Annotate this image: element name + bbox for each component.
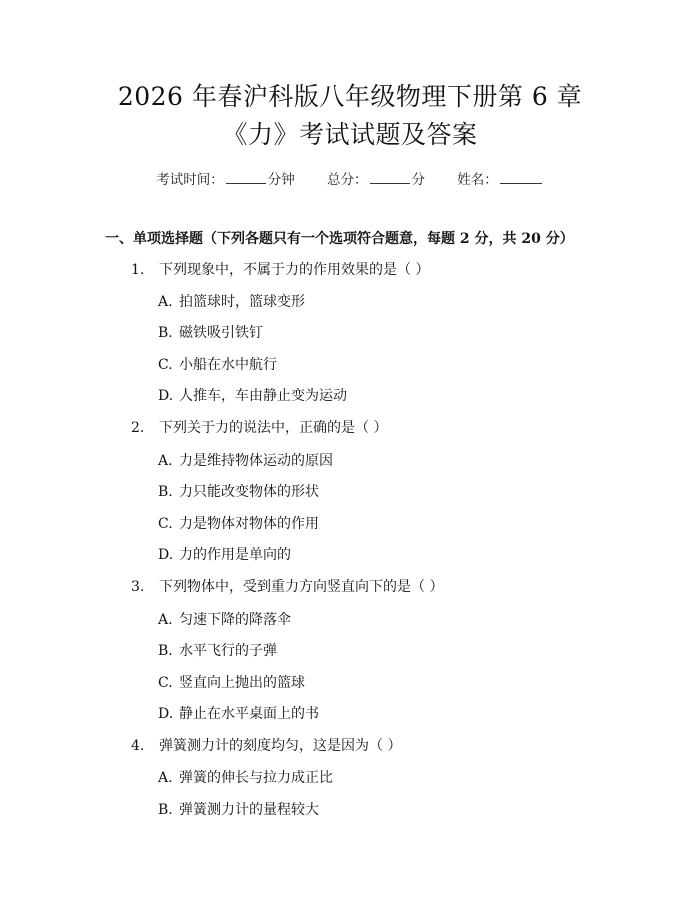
option-key: C. bbox=[158, 516, 173, 532]
option-text: 力的作用是单向的 bbox=[179, 547, 291, 563]
exam-time-field bbox=[156, 169, 295, 189]
option-key: D. bbox=[158, 388, 174, 404]
exam-time-label: 考试时间： bbox=[156, 172, 224, 188]
exam-time-blank[interactable] bbox=[226, 169, 266, 184]
option-text: 弹簧的伸长与拉力成正比 bbox=[179, 770, 333, 786]
option-key: A. bbox=[158, 453, 173, 469]
option-key: B. bbox=[158, 643, 173, 659]
option-2d[interactable] bbox=[158, 545, 291, 565]
option-text: 弹簧测力计的量程较大 bbox=[179, 802, 319, 818]
option-1c[interactable] bbox=[158, 355, 277, 375]
total-score-blank[interactable] bbox=[370, 169, 410, 184]
option-key: C. bbox=[158, 357, 173, 373]
question-number: 1. bbox=[131, 262, 145, 278]
option-key: D. bbox=[158, 706, 174, 722]
name-field bbox=[457, 169, 544, 189]
option-1a[interactable] bbox=[158, 292, 305, 312]
option-4b[interactable] bbox=[158, 800, 319, 820]
option-key: B. bbox=[158, 325, 173, 341]
option-4a[interactable] bbox=[158, 768, 333, 788]
option-3b[interactable] bbox=[158, 641, 277, 661]
option-text: 力是维持物体运动的原因 bbox=[179, 453, 333, 469]
total-score-field bbox=[327, 169, 425, 189]
option-2a[interactable] bbox=[158, 451, 333, 471]
question-2 bbox=[131, 418, 387, 438]
option-text: 人推车，车由静止变为运动 bbox=[179, 388, 347, 404]
option-text: 竖直向上抛出的篮球 bbox=[179, 675, 305, 691]
option-text: 拍篮球时，篮球变形 bbox=[179, 294, 305, 310]
title-line-1: 2026 年春沪科版八年级物理下册第 6 章 bbox=[117, 82, 583, 111]
total-score-label: 总分： bbox=[327, 172, 368, 188]
option-key: A. bbox=[158, 294, 173, 310]
option-2c[interactable] bbox=[158, 514, 319, 534]
question-text: 下列物体中，受到重力方向竖直向下的是（ ） bbox=[159, 579, 444, 595]
exam-time-unit: 分钟 bbox=[267, 172, 295, 188]
total-score-unit: 分 bbox=[411, 172, 425, 188]
option-text: 匀速下降的降落伞 bbox=[179, 612, 291, 628]
question-text: 弹簧测力计的刻度均匀，这是因为（ ） bbox=[159, 738, 402, 754]
option-key: D. bbox=[158, 547, 174, 563]
option-text: 力是物体对物体的作用 bbox=[179, 516, 319, 532]
option-3a[interactable] bbox=[158, 610, 291, 630]
option-3d[interactable] bbox=[158, 704, 319, 724]
option-text: 磁铁吸引铁钉 bbox=[179, 325, 263, 341]
option-key: A. bbox=[158, 612, 173, 628]
question-3 bbox=[131, 577, 443, 597]
option-2b[interactable] bbox=[158, 482, 319, 502]
question-number: 2. bbox=[131, 420, 145, 436]
question-number: 3. bbox=[131, 579, 145, 595]
option-key: C. bbox=[158, 675, 173, 691]
question-text: 下列现象中，不属于力的作用效果的是（ ） bbox=[159, 262, 430, 278]
question-number: 4. bbox=[131, 738, 145, 754]
title-line-2: 《力》考试试题及答案 bbox=[222, 120, 478, 149]
option-text: 静止在水平桌面上的书 bbox=[179, 706, 319, 722]
option-3c[interactable] bbox=[158, 673, 305, 693]
option-text: 水平飞行的子弹 bbox=[179, 643, 277, 659]
question-1 bbox=[131, 260, 429, 280]
name-label: 姓名： bbox=[457, 172, 498, 188]
question-4 bbox=[131, 736, 401, 756]
name-blank[interactable] bbox=[500, 169, 542, 184]
section-heading-single-choice: 一、单项选择题（下列各题只有一个选项符合题意，每题 2 分，共 20 分） bbox=[105, 231, 574, 247]
option-text: 小船在水中航行 bbox=[179, 357, 277, 373]
option-key: B. bbox=[158, 484, 173, 500]
option-1d[interactable] bbox=[158, 386, 347, 406]
option-key: A. bbox=[158, 770, 173, 786]
question-text: 下列关于力的说法中，正确的是（ ） bbox=[159, 420, 388, 436]
option-text: 力只能改变物体的形状 bbox=[179, 484, 319, 500]
option-key: B. bbox=[158, 802, 173, 818]
option-1b[interactable] bbox=[158, 323, 263, 343]
exam-info-row bbox=[0, 169, 700, 189]
